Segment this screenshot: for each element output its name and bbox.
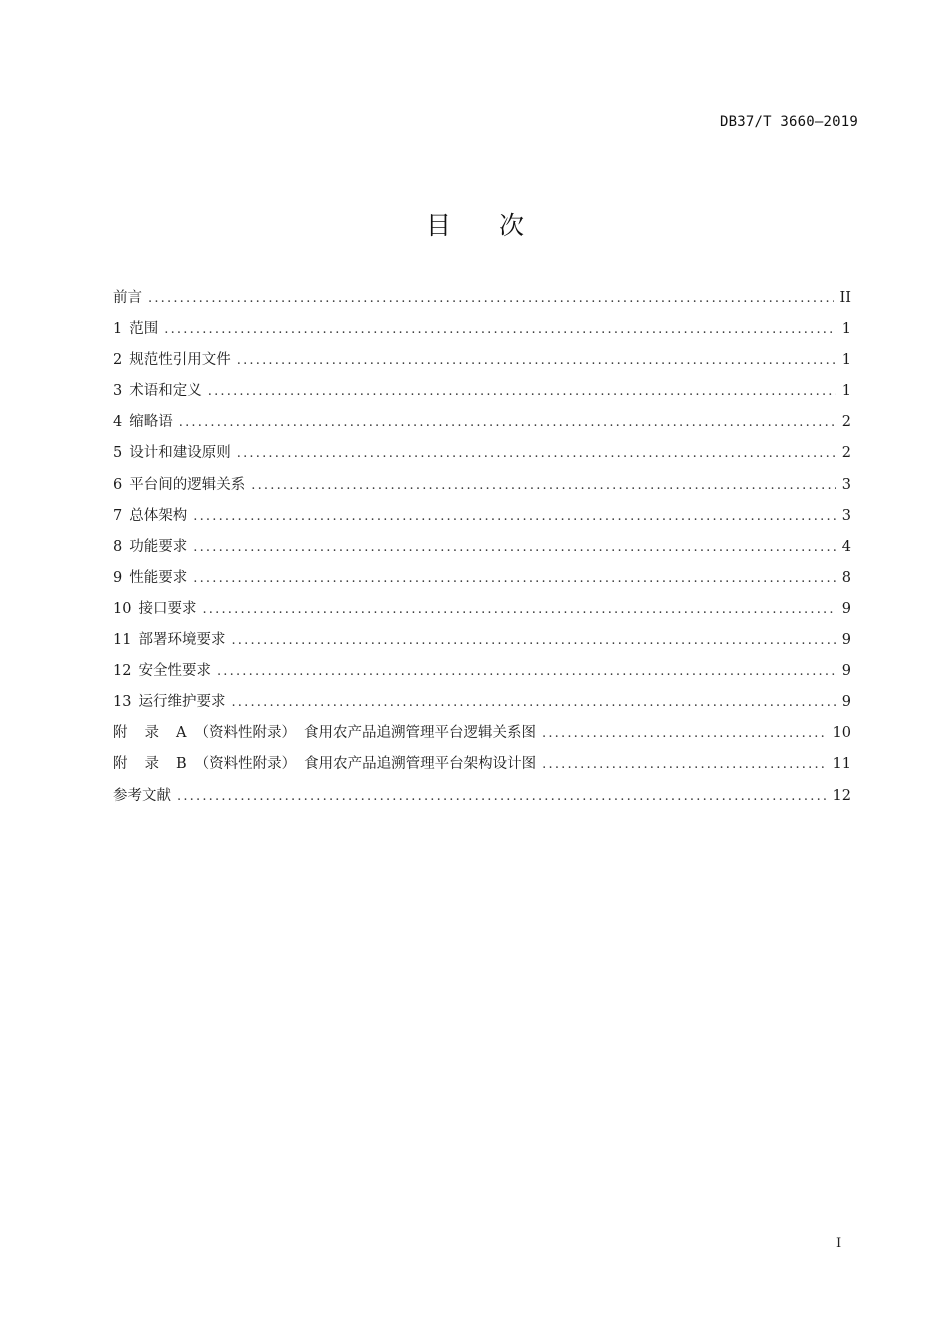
toc-entry-title: 功能要求	[129, 538, 188, 555]
toc-entry-title: 参考文献	[113, 787, 171, 804]
toc-page-number: 10	[832, 725, 851, 742]
toc-page-number: 4	[841, 538, 851, 555]
page-number: I	[836, 1236, 842, 1251]
appendix-prefix: 录	[144, 756, 159, 773]
dot-leader	[193, 509, 836, 524]
toc-entry-references[interactable]	[113, 784, 851, 815]
toc-section-number: 13	[113, 694, 132, 711]
appendix-prefix: 录	[144, 725, 159, 742]
toc-page-number: 3	[841, 507, 851, 524]
toc-entry-1[interactable]	[113, 317, 851, 348]
toc-section-number: 3	[113, 383, 123, 400]
dot-leader	[231, 695, 835, 710]
toc-entry-title: 范围	[129, 321, 159, 338]
toc-entry-10[interactable]	[113, 597, 851, 628]
toc-entry-title: 术语和定义	[129, 383, 202, 400]
dot-leader	[251, 478, 836, 493]
toc-section-number: 7	[113, 507, 123, 524]
toc-entry-3[interactable]	[113, 379, 851, 410]
toc-page-number: 11	[832, 756, 851, 773]
appendix-prefix: 附	[113, 756, 128, 773]
toc-section-number: 4	[113, 414, 123, 431]
appendix-letter: B	[176, 756, 187, 773]
dot-leader	[202, 602, 835, 617]
dot-leader	[237, 353, 836, 368]
toc-entry-title: 设计和建设原则	[129, 445, 231, 462]
toc-page-number: 12	[832, 787, 851, 804]
toc-section-number: 6	[113, 476, 123, 493]
toc-entry-9[interactable]	[113, 566, 851, 597]
toc-page-number: 1	[841, 321, 851, 338]
toc-entry-11[interactable]	[113, 628, 851, 659]
toc-section-number: 2	[113, 352, 123, 369]
toc-entry-4[interactable]	[113, 410, 851, 441]
toc-entry-title: 食用农产品追溯管理平台逻辑关系图	[303, 725, 536, 742]
appendix-letter: A	[176, 725, 187, 742]
toc-entry-title: 运行维护要求	[138, 694, 226, 711]
toc-page-number: 9	[841, 600, 851, 617]
toc-entry-6[interactable]	[113, 473, 851, 504]
appendix-prefix: 附	[113, 725, 128, 742]
dot-leader	[193, 571, 836, 586]
dot-leader	[237, 446, 836, 461]
toc-entry-5[interactable]	[113, 441, 851, 472]
toc-page-number: 9	[841, 694, 851, 711]
toc-page-number: 2	[841, 414, 851, 431]
toc-entry-title: 安全性要求	[138, 663, 211, 680]
dot-leader	[217, 664, 836, 679]
table-of-contents	[113, 286, 851, 815]
toc-page-number: 1	[841, 352, 851, 369]
toc-section-number: 10	[113, 600, 132, 617]
toc-section-number: 11	[113, 632, 132, 649]
toc-entry-title: 平台间的逻辑关系	[129, 476, 246, 493]
appendix-kind: （资料性附录）	[194, 725, 296, 742]
document-code: DB37/T 3660—2019	[719, 114, 858, 130]
toc-page-number: 3	[841, 476, 851, 493]
toc-entry-title: 接口要求	[138, 600, 197, 617]
toc-page-number: 9	[841, 663, 851, 680]
toc-entry-title: 缩略语	[129, 414, 173, 431]
page-title	[0, 206, 950, 242]
toc-entry-title: 总体架构	[129, 507, 188, 524]
dot-leader	[208, 384, 836, 399]
dot-leader	[193, 540, 836, 555]
dot-leader	[177, 789, 827, 804]
appendix-kind: （资料性附录）	[194, 756, 297, 773]
dot-leader	[164, 322, 836, 337]
toc-entry-foreword[interactable]	[113, 286, 851, 317]
toc-entry-13[interactable]	[113, 690, 851, 721]
toc-section-number: 8	[113, 538, 123, 555]
title-char-1: 目	[425, 211, 451, 240]
toc-section-number: 9	[113, 569, 123, 586]
toc-section-number: 1	[113, 321, 123, 338]
toc-page-number: 2	[841, 445, 851, 462]
toc-entry-2[interactable]	[113, 348, 851, 379]
dot-leader	[179, 415, 836, 430]
toc-page-number: II	[839, 290, 851, 306]
dot-leader	[542, 726, 827, 741]
toc-entry-appendix-a[interactable]	[113, 721, 851, 752]
toc-entry-title: 性能要求	[129, 569, 188, 586]
toc-entry-8[interactable]	[113, 535, 851, 566]
toc-entry-title: 前言	[113, 290, 142, 306]
dot-leader	[542, 757, 826, 772]
toc-page-number: 8	[841, 569, 851, 586]
dot-leader	[148, 291, 834, 306]
toc-entry-12[interactable]	[113, 659, 851, 690]
toc-entry-title: 规范性引用文件	[129, 352, 231, 369]
toc-entry-title: 部署环境要求	[138, 632, 226, 649]
toc-entry-7[interactable]	[113, 504, 851, 535]
dot-leader	[231, 633, 835, 648]
toc-page-number: 1	[841, 383, 851, 400]
toc-entry-appendix-b[interactable]	[113, 752, 851, 783]
toc-entry-title: 食用农产品追溯管理平台架构设计图	[304, 756, 537, 773]
toc-page-number: 9	[841, 632, 851, 649]
title-char-2: 次	[499, 211, 525, 240]
toc-section-number: 5	[113, 445, 123, 462]
toc-section-number: 12	[113, 663, 132, 680]
